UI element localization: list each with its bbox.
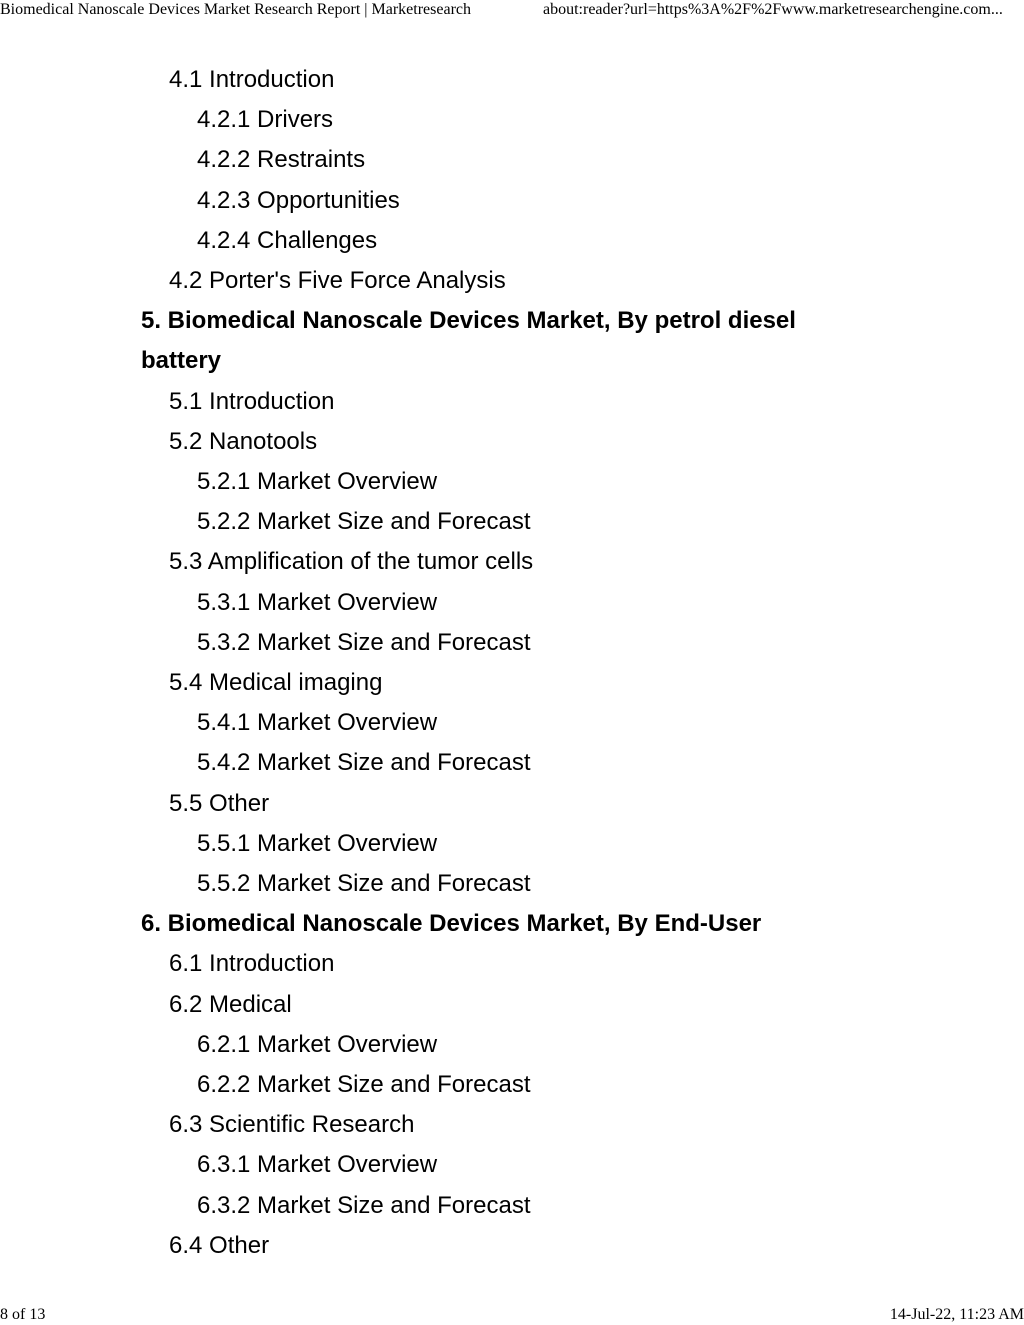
toc-subsubsection: 5.2.2 Market Size and Forecast bbox=[197, 508, 531, 536]
toc-subsubsection: 4.2.1 Drivers bbox=[197, 106, 334, 134]
toc-subsubsection: 4.2.2 Restraints bbox=[197, 146, 366, 174]
toc-subsubsection: 5.5.2 Market Size and Forecast bbox=[197, 870, 531, 898]
toc-subsection: 5.1 Introduction bbox=[169, 387, 335, 415]
page-number: 8 of 13 bbox=[0, 1306, 46, 1323]
toc-subsection: 4.2 Porter's Five Force Analysis bbox=[169, 267, 506, 295]
toc-subsubsection: 6.2.2 Market Size and Forecast bbox=[197, 1071, 531, 1099]
toc-subsubsection: 6.2.1 Market Overview bbox=[197, 1030, 438, 1058]
toc-subsection: 6.3 Scientific Research bbox=[169, 1111, 415, 1139]
toc-subsection: 5.5 Other bbox=[169, 789, 270, 817]
toc-subsection: 4.1 Introduction bbox=[169, 66, 335, 93]
toc-subsection: 5.4 Medical imaging bbox=[169, 669, 383, 697]
toc-subsubsection: 5.3.2 Market Size and Forecast bbox=[197, 628, 531, 656]
toc-subsubsection: 6.3.1 Market Overview bbox=[197, 1151, 438, 1179]
toc-subsubsection: 5.4.2 Market Size and Forecast bbox=[197, 749, 531, 777]
toc-subsubsection: 5.2.1 Market Overview bbox=[197, 468, 438, 496]
toc-section-heading: 6. Biomedical Nanoscale Devices Market, By End-User bbox=[141, 910, 762, 938]
toc-subsection: 6.2 Medical bbox=[169, 990, 292, 1018]
toc-subsubsection: 4.2.4 Challenges bbox=[197, 226, 378, 254]
toc-subsection: 5.2 Nanotools bbox=[169, 427, 318, 455]
print-timestamp: 14-Jul-22, 11:23 AM bbox=[889, 1306, 1024, 1323]
toc-subsubsection: 4.2.3 Opportunities bbox=[197, 186, 400, 214]
print-header bbox=[0, 0, 1024, 24]
document-title: Biomedical Nanoscale Devices Market Research Report | Marketresearch bbox=[0, 1, 471, 18]
toc-subsubsection: 5.3.1 Market Overview bbox=[197, 588, 438, 616]
toc-subsection: 5.3 Amplification of the tumor cells bbox=[169, 548, 534, 576]
print-footer bbox=[0, 1305, 1024, 1325]
toc-section-heading: 5. Biomedical Nanoscale Devices Market, By petrol diesel battery bbox=[141, 307, 796, 375]
toc-subsection: 6.1 Introduction bbox=[169, 950, 335, 978]
toc-subsubsection: 5.5.1 Market Overview bbox=[197, 829, 438, 857]
table-of-contents bbox=[141, 60, 841, 1266]
toc-subsubsection: 5.4.1 Market Overview bbox=[197, 709, 438, 737]
document-url: about:reader?url=https%3A%2F%2Fwww.marketresearchengine.com... bbox=[543, 1, 1003, 18]
toc-subsubsection: 6.3.2 Market Size and Forecast bbox=[197, 1191, 531, 1219]
toc-subsection: 6.4 Other bbox=[169, 1231, 270, 1259]
